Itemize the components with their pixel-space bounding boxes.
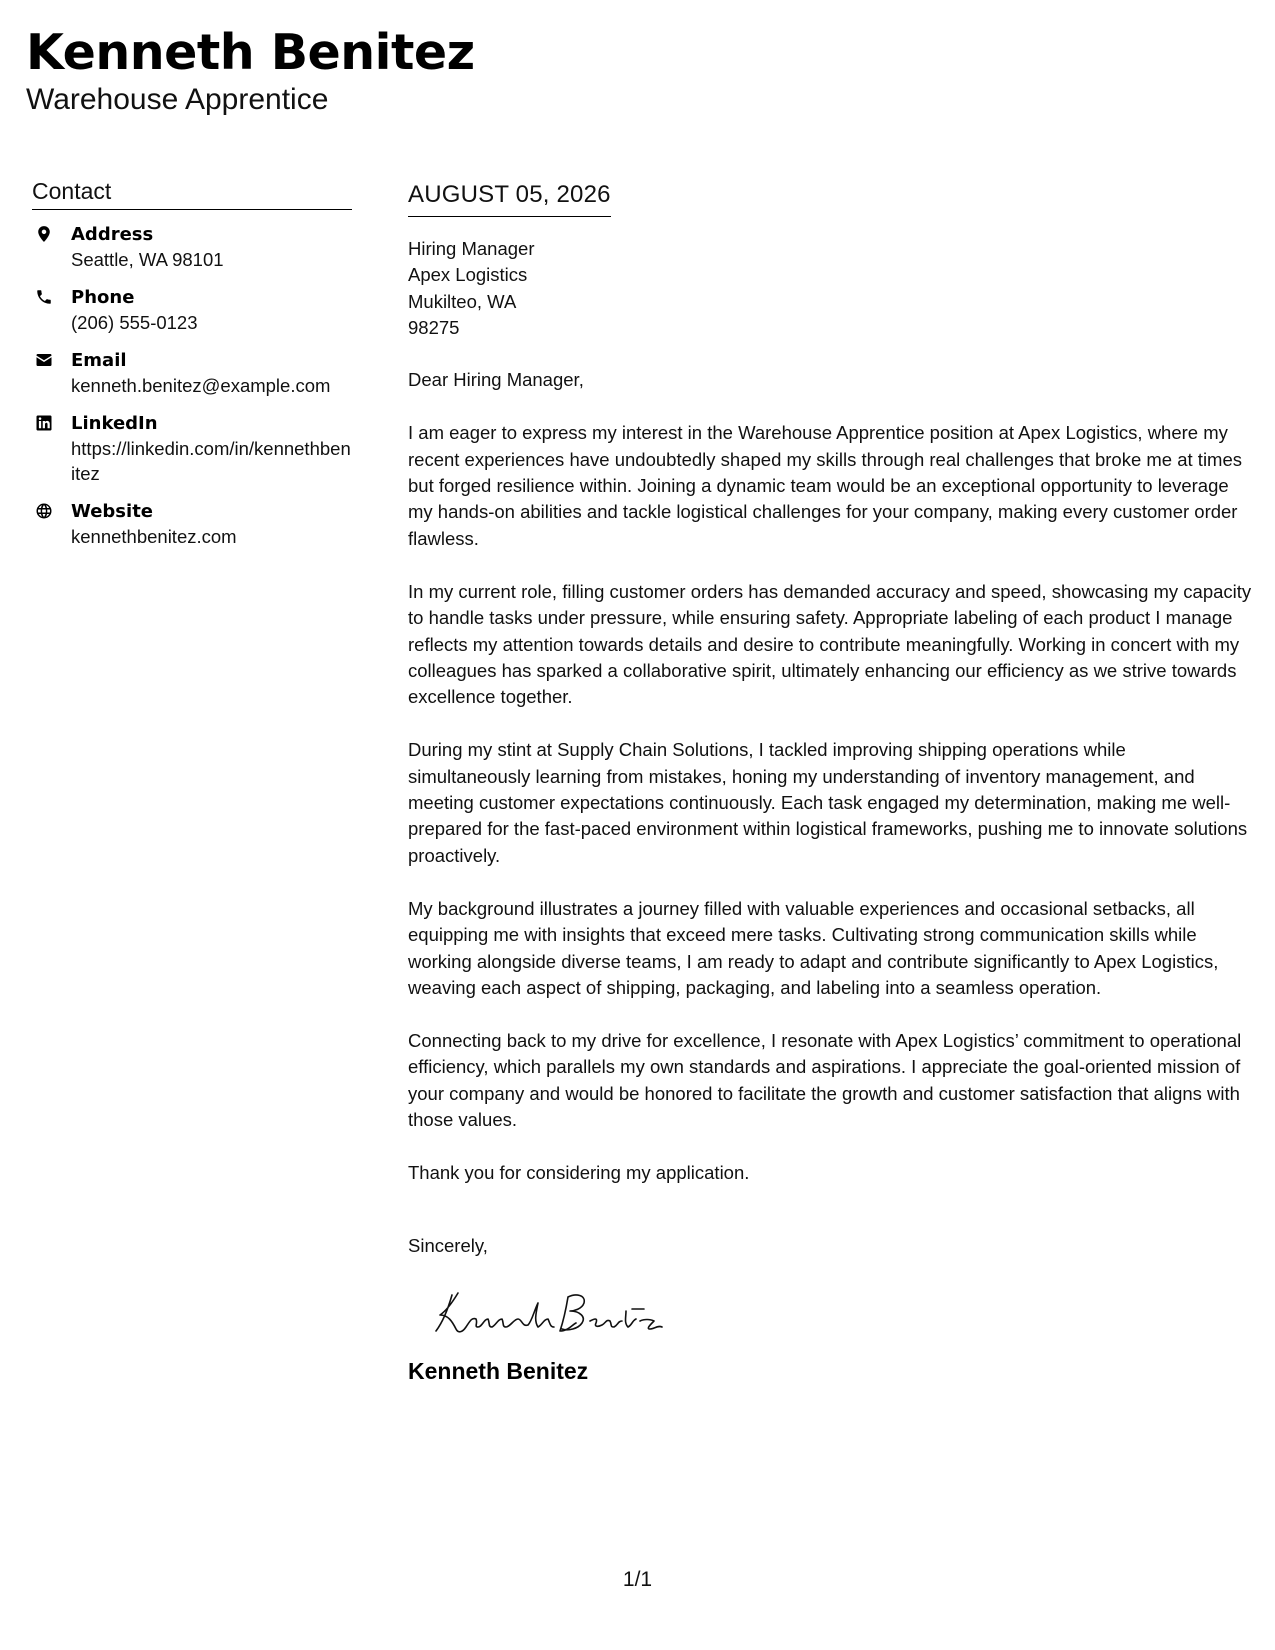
letter-paragraph: Thank you for considering my application. — [408, 1162, 750, 1184]
contact-label: Website — [71, 501, 154, 522]
handwritten-signature — [418, 1281, 1252, 1341]
letter-paragraph: During my stint at Supply Chain Solutions, I tackled improving shipping operations while simultaneously learning from mistakes, honing my understanding of inventory management, and meeting customer expectations continuously. Each task engaged my determination, making me well-prepared for the fast-paced environment within logistical frameworks, pushing me to innovate solutions proactively. — [408, 739, 1248, 866]
closing: Sincerely, — [408, 1234, 488, 1256]
letter-paragraph: I am eager to express my interest in the Warehouse Apprentice position at Apex Logistics, where my recent experiences have undoubtedly shaped my skills through real challenges that broke me at times but forged resilience within. Joining a dynamic team would be an exceptional opportunity to leverage my hands-on abilities and tackle logistical challenges for your company, making every customer order flawless. — [408, 422, 1242, 549]
signature-graphic — [418, 1281, 678, 1341]
contact-label: Address — [71, 224, 154, 245]
contact-heading: Contact — [32, 176, 352, 210]
contact-value: kennethbenitez.com — [71, 526, 237, 547]
globe-icon — [34, 501, 54, 521]
contact-value: (206) 555-0123 — [71, 312, 198, 333]
letter-paragraph: In my current role, filling customer orders has demanded accuracy and speed, showcasing my capacity to handle tasks under pressure, while ensuring safety. Appropriate labeling of each product I manage reflects my attention towards details and desire to contribute meaningfully. Working in concert with my colleagues has sparked a collaborative spirit, ultimately enhancing our efficiency as we strive towards excellence together. — [408, 580, 1252, 708]
recipient-line: 98275 — [408, 316, 460, 338]
contact-item-phone — [32, 285, 352, 335]
recipient-block — [408, 236, 1252, 341]
recipient-line: Hiring Manager — [408, 238, 535, 259]
contact-item-email — [32, 348, 352, 398]
contact-item-address — [32, 222, 352, 272]
salutation: Dear Hiring Manager, — [408, 369, 584, 391]
contact-value: kenneth.benitez@example.com — [71, 375, 331, 396]
recipient-line: Apex Logistics — [408, 264, 528, 286]
contact-label: LinkedIn — [71, 413, 158, 434]
letter-paragraph: Connecting back to my drive for excellence, I resonate with Apex Logistics’ commitment to operational efficiency, which parallels my own standards and aspirations. I appreciate the goal-oriented mission of your company and would be honored to facilitate the growth and customer satisfaction that aligns with those values. — [408, 1030, 1242, 1131]
contact-item-linkedin — [32, 411, 352, 486]
contact-value: Seattle, WA 98101 — [71, 249, 224, 270]
contact-value: https://linkedin.com/in/kennethbenitez — [71, 438, 351, 484]
contact-label: Phone — [71, 287, 135, 308]
linkedin-icon — [34, 413, 54, 433]
envelope-icon — [34, 350, 54, 370]
phone-icon — [34, 287, 54, 307]
contact-list — [32, 222, 352, 549]
contact-item-website — [32, 499, 352, 549]
signed-name: Kenneth Benitez — [408, 1357, 589, 1384]
map-pin-icon — [34, 224, 54, 244]
letter-paragraph: My background illustrates a journey filled with valuable experiences and occasional setbacks, all equipping me with insights that exceed mere tasks. Cultivating strong communication skills while working alongside diverse teams, I am ready to adapt and contribute significantly to Apex Logistics, weaving each aspect of shipping, packaging, and labeling into a seamless operation. — [408, 897, 1219, 998]
contact-sidebar — [32, 176, 352, 562]
resume-header — [26, 22, 475, 117]
page-number: 1/1 — [622, 1568, 653, 1591]
letter-date: AUGUST 05, 2026 — [408, 178, 611, 217]
cover-letter-body — [408, 178, 1252, 1386]
job-title: Warehouse Apprentice — [26, 83, 329, 116]
recipient-line: Mukilteo, WA — [408, 290, 517, 312]
applicant-name: Kenneth Benitez — [26, 24, 475, 81]
contact-label: Email — [71, 350, 127, 371]
